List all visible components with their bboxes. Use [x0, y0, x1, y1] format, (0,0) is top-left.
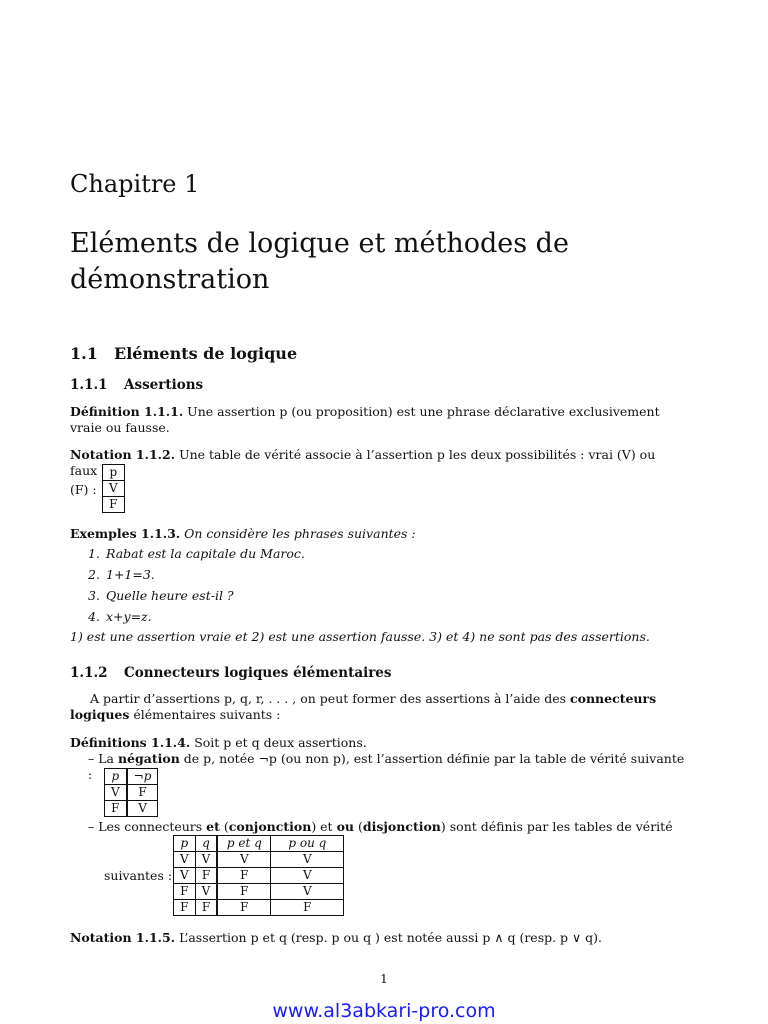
chapter-title [70, 226, 710, 298]
subsection-heading-assertions [70, 377, 203, 393]
table-cell: V [103, 481, 125, 497]
notation-text-cont: (F) : [70, 482, 97, 497]
notation-1-1-5 [70, 930, 686, 946]
negation-line: – La négation de p, notée ¬p (ou non p), est l’assertion définie par la table de vérité suivante : [88, 751, 685, 782]
footer-link[interactable]: www.al3abkari-pro.com [272, 1000, 496, 1022]
truth-table-connecteurs: p q p et q p ou q V V V V V F F V F V F V F F F F [173, 835, 344, 916]
definitions-label: Définitions 1.1.4. [70, 735, 191, 750]
truth-table-p [102, 464, 125, 513]
examples-intro: On considère les phrases suivantes : [184, 526, 416, 541]
notation-text: Une table de vérité associe à l’assertion p les deux possibilités : vrai (V) ou faux [70, 447, 656, 478]
page-number: 1 [380, 972, 388, 986]
table-cell: F [103, 497, 125, 513]
connecteurs-line: – Les connecteurs et (conjonction) et ou (disjonction) sont définis par les tables de vérité [88, 819, 673, 834]
list-item: 4. x+y=z. [88, 609, 152, 624]
truth-table-negation: p ¬p V F F V [104, 768, 158, 817]
definition-text: Une assertion p (ou proposition) est une phrase déclarative exclusivement vraie ou fausse. [70, 404, 660, 435]
definition-1-1-1 [70, 404, 686, 436]
subsection-number: 1.1.1 [70, 377, 108, 393]
notation-label: Notation 1.1.5. [70, 930, 176, 945]
subsection-title: Connecteurs logiques élémentaires [124, 665, 392, 681]
paragraph-connecteurs: A partir d’assertions p, q, r, . . . , on peut former des assertions à l’aide des connecteurs logiques élémentaires suivants : [70, 691, 657, 722]
chapter-title-line1: Eléments de logique et méthodes de [70, 228, 569, 259]
examples-label: Exemples 1.1.3. [70, 526, 181, 541]
table-cell: p [103, 465, 125, 481]
definition-label: Définition 1.1.1. [70, 404, 184, 419]
definitions-1-1-4 [70, 735, 686, 751]
notation-text: L’assertion p et q (resp. p ou q ) est notée aussi p ∧ q (resp. p ∨ q). [179, 930, 603, 945]
chapter-title-line2: démonstration [70, 264, 270, 295]
list-item: 2. 1+1=3. [88, 567, 155, 582]
list-item: 1. Rabat est la capitale du Maroc. [88, 546, 305, 561]
examples-list [88, 543, 305, 627]
notation-1-1-2 [70, 447, 686, 479]
section-title: Eléments de logique [114, 344, 298, 363]
section-heading [70, 344, 297, 363]
definitions-text: Soit p et q deux assertions. [194, 735, 367, 750]
subsection-heading-connecteurs [70, 665, 392, 681]
chapter-label: Chapitre 1 [70, 170, 200, 198]
subsection-number: 1.1.2 [70, 665, 108, 681]
section-number: 1.1 [70, 344, 98, 363]
list-item: 3. Quelle heure est-il ? [88, 588, 234, 603]
examples-conclusion: 1) est une assertion vraie et 2) est une assertion fausse. 3) et 4) ne sont pas des assertions. [70, 629, 650, 644]
notation-label: Notation 1.1.2. [70, 447, 176, 462]
subsection-title: Assertions [124, 377, 204, 393]
examples-1-1-3 [70, 526, 686, 542]
suivantes-label: suivantes : [104, 868, 173, 883]
